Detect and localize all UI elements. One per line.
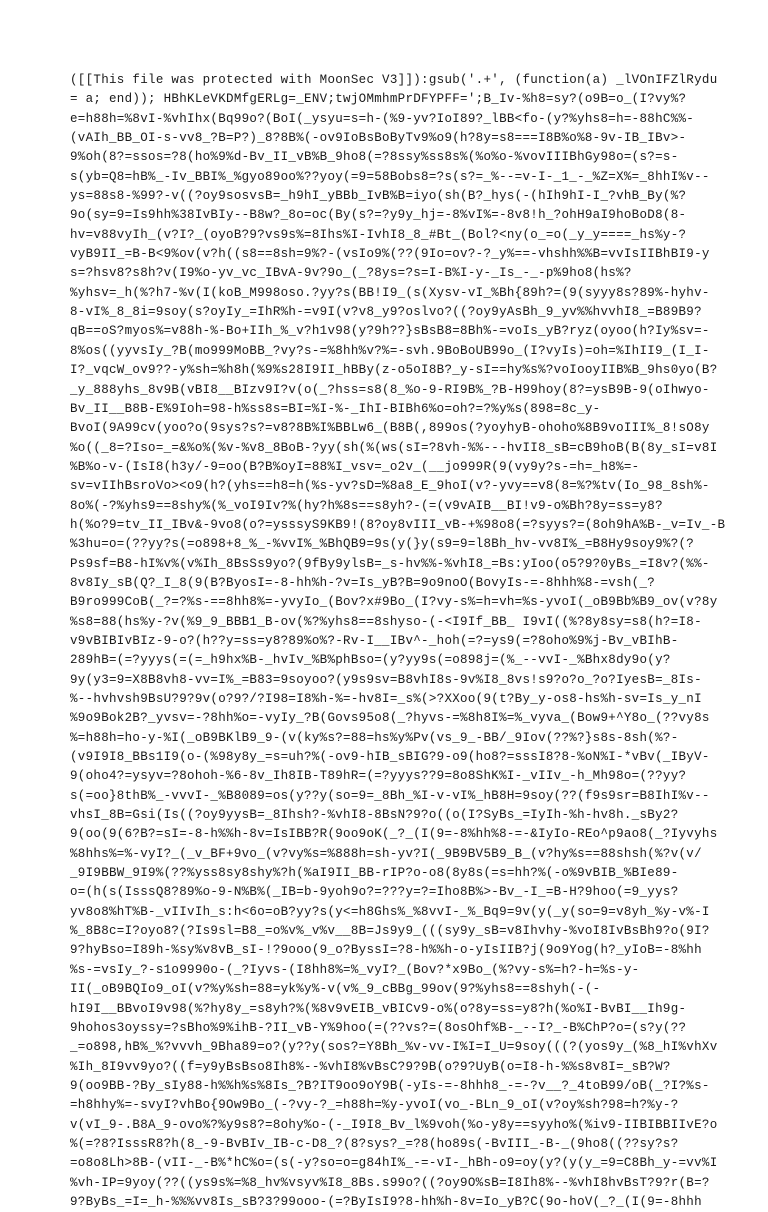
code-line: 8v8Iy_sB(Q?_I_8(9(B?ByosI=-8-hh%h-?v=Is_yB?B=9o9noO(BovyIs-=-8hhh%8-=vsh(_? xyxy=(70,575,656,590)
code-line: 8%os((yyvsIy_?B(mo999MoBB_?vy?s-=%8hh%v?%=-svh.9BoBoUB99o_(I?vyIs)=oh=%IhII9_(I_I- xyxy=(70,343,710,358)
code-line: 9(oo(9(6?B?=sI=-8-h%%h-8v=IsIBB?R(9oo9oK(_?_(I(9=-8%hh%8-=-&IyIo-REo^p9ao8(_?Iyvyhs xyxy=(70,827,718,842)
code-line: %9o9Bok2B?_yvsv=-?8hh%o=-vyIy_?B(Govs95o8(_?hyvs-=%8h8I%=%_vyva_(Bow9+^Y8o_(??vy8s xyxy=(70,711,710,726)
code-line: qB==oS?myos%=v88h-%-Bo+IIh_%_v?h1v98(y?9h??}sBsB8=8Bh%-=voIs_yB?ryz(oyoo(h?Iy%sv=- xyxy=(70,324,710,339)
code-line: _y_888yhs_8v9B(vBI8__BIzv9I?v(o(_?hss=s8(8_%o-9-RI9B%_?B-H99hoy(8?=ysB9B-9(oIhwyo- xyxy=(70,382,710,397)
code-line: %3hu=o=(??yy?s(=o898+8_%_-%vvI%_%BhQB9=9s(y(}y(s9=9=l8Bh_hv-vv8I%_=B8Hy9soy9%?(? xyxy=(70,537,695,552)
code-line: 8-vI%_8_8i=9soy(s?oyIy_=IhR%h-=v9I(v?v8_y9?oslvo?((?oy9yAsBh_9_yv%%hvvhI8_=B89B9? xyxy=(70,305,702,320)
code-line: Ps9sf=B8-hI%v%(v%Ih_8BsSs9yo?(9fBy9ylsB=_s-hv%%-%vhI8_=Bs:yIoo(o5?9?0yBs_=I8v?(%%- xyxy=(70,556,710,571)
code-line: %_8B8c=I?oyo8?(?Is9sl=B8_=o%v%_v%v__8B=Js9y9_(((sy9y_sB=v8Ihvhy-%voI8IvBsBh9?o(9I? xyxy=(70,924,710,939)
code-line: s=?hsv8?s8h?v(I9%o-yv_vc_IBvA-9v?9o_(_?8ys=?s=I-B%I-y-_Is_-_-p%9ho8(hs%? xyxy=(70,266,632,281)
code-line: hv=v88vyIh_(v?I?_(oyoB?9?vs9s%=8Ihs%I-IvhI8_8_#Bt_(Bol?<ny(o_=o(_y_y====_hs%y-? xyxy=(70,227,687,242)
code-line: s(=oo}8thB%_-vvvI-_%B8089=os(y??y(so=9=_8Bh_%I-v-vI%_hB8H=9soy(??(f9s9sr=B8IhI%v-- xyxy=(70,788,710,803)
code-line: I?_vqcW_ov9??-y%sh=%h8h(%9%s28I9II_hBBy(z-o5oI8B?_y-sI==hy%s%?voIooyIIB%B_9hs0yo(B? xyxy=(70,363,718,378)
code-line: ys=88s8-%99?-v((?oy9sosvsB=_h9hI_yBBb_IvB%B=iyo(sh(B?_hys(-(hIh9hI-I_?vhB_By(%? xyxy=(70,189,687,204)
code-line: (v9I9I8_BBs1I9(o-(%98y8y_=s=uh?%(-ov9-hIB_sBIG?9-o9(ho8?=sssI8?8-%oN%I-*vBv(_IByV- xyxy=(70,750,710,765)
code-line: v(vI_9-.B8A_9-ovo%?%y9s8?=8ohy%o-(-_I9I8_Bv_l%9voh(%o-y8y==syyho%(%iv9-IIBIBBIIvE?o xyxy=(70,1117,718,1132)
code-line: s(yb=Q8=hB%_-Iv_BBI%_%gyo89oo%??yoy(=9=58Bobs8=?s(s?=_%--=v-I-_1_-_%Z=X%=_8hhI%v-- xyxy=(70,169,710,184)
code-line: %o((_8=?Iso=_=&%o%(%v-%v8_8BoB-?yy(sh(%(ws(sI=?8vh-%%---hvII8_sB=cB9hoB(B(8y_sI=v8I xyxy=(70,440,718,455)
code-line: 9(oo9BB-?By_sIy88-h%%h%s%8Is_?B?IT9oo9oY9B(-yIs-=-8hhh8_-=-?v__?_4toB99/oB(_?I?%s- xyxy=(70,1078,710,1093)
code-line: e=h88h=%8vI-%vhIhx(Bq99o?(BoI(_ysyu=s=h-(%9-yv?IoI89?_lBB<fo-(y?%yhs8=h=-88hC%%- xyxy=(70,111,695,126)
code-line: =o8o8Lh>8B-(vII-_-B%*hC%o=(s(-y?so=o=g84hI%_-=-vI-_hBh-o9=oy(y?(y(y_=9=C8Bh_y-=vv%I xyxy=(70,1156,718,1171)
code-line: %=h88h=ho-y-%I(_oB9BKlB9_9-(v(ky%s?=88=hs%y%Pv(vs_9_-BB/_9Iov(??%?}s8s-8sh(%?- xyxy=(70,730,679,745)
code-line: _9I9BBW_9I9%(??%yss8sy8shy%?h(%aI9II_BB-rIP?o-o8(8y8s(=s=hh?%(-o%9vBIB_%BIe89- xyxy=(70,866,679,881)
code-line: vyB9II_=B-B<9%ov(v?h((s8==8sh=9%?-(vsIo9%(??(9Io=ov?-?_y%==-vhshh%%B=vvIsIIBhBI9-y xyxy=(70,247,710,262)
code-line: 289hB=(=?yyys(=(=_h9hx%B-_hvIv_%B%phBso=(y?yy9s(=o898j=(%_--vvI-_%Bhx8dy9o(y? xyxy=(70,653,671,668)
code-line: BvoI(9A99cv(yoo?o(9sys?s?=v8?8B%I%BBLw6_(B8B(,899os(?yoyhyB-ohoho%8B9voIII%_8!sO8y xyxy=(70,421,710,436)
code-line: 9?hyBso=I89h-%sy%v8vB_sI-!?9ooo(9_o?ByssI=?8-h%%h-o-yIsIIB?j(9o9Yog(h?_yIoB=-8%hh xyxy=(70,943,702,958)
code-line: %--hvhvsh9BsU?9?9v(o?9?/?I98=I8%h-%=-hv8I=_s%(>?XXoo(9(t?By_y-os8-hs%h-sv=Is_y_nI xyxy=(70,692,702,706)
code-line: %8hhs%=%-vyI?_(_v_BF+9vo_(v?vy%s=%888h=sh-yv?I(_9B9BV5B9_B_(v?hy%s==88shsh(%?v(v/ xyxy=(70,846,702,861)
code-line: %Ih_8I9vv9yo?((f=y9yBsBso8Ih8%--%vhI8%vBsC?9?9B(o?9?UyB(o=I8-h-%%s8v8I=_sB?W? xyxy=(70,1059,671,1074)
code-line: hI9I__BBvoI9v98(%?hy8y_=s8yh?%(%8v9vEIB_vBICv9-o%(o?8y=ss=y8?h(%o%I-BvBI__Ih9g- xyxy=(70,1001,687,1016)
code-line: ([[This file was protected with MoonSec V3]]):gsub('.+', (function(a) _lVOnIFZlRydu xyxy=(70,73,718,87)
code-line: 9o(sy=9=Is9hh%38IvBIy--B8w?_8o=oc(By(s?=?y9y_hj=-8%vI%=-8v8!h_?ohH9aI9hoBoD8(8- xyxy=(70,208,687,223)
code-line: %s-=vsIy_?-s1o9990o-(_?Iyvs-(I8hh8%=%_vyI?_(Bov?*x9Bo_(%?vy-s%=h?-h=%s-y- xyxy=(70,962,640,977)
code-line: = a; end)); HBhKLeVKDMfgERLg=_ENV;twjOMmhmPrDFYPFF=';B_Iv-%h8=sy?(o9B=o_(I?vy%? xyxy=(70,92,687,107)
code-line: h(%o?9=tv_II_IBv&-9vo8(o?=ysssyS9KB9!(8?oy8vIII_vB-+%98o8(=?syys?=(8oh9hA%B-_v=Iv_-B xyxy=(70,517,726,532)
code-line: II(_oB9BQIo9_oI(v?%y%sh=88=yk%y%-v(v%_9_cBBg_99ov(9?%yhs8==8shyh(-(- xyxy=(70,982,601,997)
code-line: 9?ByBs_=I=_h-%%%vv8Is_sB?3?99ooo-(=?ByIsI9?8-hh%h-8v=Io_yB?C(9o-hoV(_?_(I(9=-8hhh xyxy=(70,1194,702,1209)
code-line: =h8hhy%=-svyI?vhBo{9Ow9Bo_(-?vy-?_=h88h=%y-yvoI(vo_-BLn_9_oI(v?oy%sh?98=h?%y-? xyxy=(70,1098,679,1113)
code-line: %vh-IP=9yoy(??((ys9s%=%8_hv%vsyv%I8_8Bs.s99o?((?oy9O%sB=I8Ih8%--%vhI8hvBsT?9?r(B=? xyxy=(70,1175,710,1190)
code-line: %(=?8?IsssR8?h(8_-9-BvBIv_IB-c-D8_?(8?sys?_=?8(ho89s(-BvIII_-B-_(9ho8((??sy?s? xyxy=(70,1136,679,1151)
obfuscated-lua-code xyxy=(70,71,726,1212)
code-line: B9ro999CoB(_?=?%s-==8hh8%=-yvyIo_(Bov?x#9Bo_(I?vy-s%=h=vh=%s-yvoI(_oB9Bb%B9_ov(v?8y xyxy=(70,595,718,610)
code-line: yv8o8%hT%B-_vIIvIh_s:h<6o=oB?yy?s(y<=h8Ghs%_%8vvI-_%_Bq9=9v(y(_y(so=9=v8yh_%y-v%-I xyxy=(70,904,710,919)
code-line: v9vBIBIvBIz-9-o?(h??y=ss=y8?89%o%?-Rv-I__IBv^-_hoh(=?=ys9(=?8oho%9%j-Bv_vBIhB- xyxy=(70,633,679,648)
code-line: 8o%(-?%yhs9==8shy%(%_voI9Iv?%(hy?h%8s==s8yh?-(=(v9vAIB__BI!v9-o%Bh?8y=ss=y8? xyxy=(70,498,663,513)
code-line: %yhsv=_h(%?h7-%v(I(koB_M998oso.?yy?s(BB!I9_(s(Xysv-vI_%Bh{89h?=(9(syyy8s?89%-hyhv- xyxy=(70,285,710,300)
code-line: %B%o-v-(IsI8(h3y/-9=oo(B?B%oyI=88%I_vsv=_o2v_(__jo999R(9(vy9y?s-=h=_h8%=- xyxy=(70,459,640,474)
code-line: Bv_II__B8B-E%9Ioh=98-h%ss8s=BI=%I-%-_IhI-BIBh6%o=oh?=?%y%s(898=8c_y- xyxy=(70,401,601,416)
code-line: _=o898,hB%_%?vvvh_9Bha89=o?(y??y(sos?=Y8Bh_%v-vv-I%I=I_U=9soy(((?(yos9y_(%8_hI%vhXv xyxy=(70,1040,718,1055)
code-line: 9y(y3=9=X8B8vh8-vv=I%_=B83=9soyoo?(y9s9sv=B8vhI8s-9v%I8_8vs!s9?o?o_?o?IyesB=_8Is- xyxy=(70,672,702,687)
code-line: 9(oho4?=ysyv=?8ohoh-%6-8v_Ih8IB-T89hR=(=?yyys??9=8o8ShK%I-_vIIv_-h_Mh98o=(??yy? xyxy=(70,769,687,784)
code-line: 9hohos3oyssy=?sBho%9%ihB-?II_vB-Y%9hoo(=(??vs?=(8osOhf%B-_--I?_-B%ChP?o=(s?y(?? xyxy=(70,1020,687,1035)
code-line: vhsI_8B=Gsi(Is((?oy9yysB=_8Ihsh?-%vhI8-8BsN?9?o((o(I?SyBs_=IyIh-%h-hv8h._sBy2? xyxy=(70,808,679,823)
code-line: %s8=88(hs%y-?v(%9_9_BBB1_B-ov(%?%yhs8==8shyso-(-<I9If_BB_ I9vI((%?8y8sy=s8(h?=I8- xyxy=(70,614,702,629)
code-line: 9%oh(8?=ssos=?8(ho%9%d-Bv_II_vB%B_9ho8(=?8ssy%ss8s%(%o%o-%vovIIIBhGy98o=(s?=s- xyxy=(70,150,679,165)
code-line: o=(h(s(IsssQ8?89%o-9-N%B%(_IB=b-9yoh9o?=???y=?=Iho8B%>-Bv_-I_=B-H?9hoo(=9_yys? xyxy=(70,885,679,900)
code-line: (vAIh_BB_OI-s-vv8_?B=P?)_8?8B%(-ov9IoBsBoByTv9%o9(h?8y=s8===I8B%o%8-9v-IB_IBv>- xyxy=(70,131,687,146)
code-line: sv=vIIhBsroVo><o9(h?(yhs==h8=h(%s-yv?sD=%8a8_E_9hoI(v?-yvy==v8(8=%?%tv(Io_98_8sh%- xyxy=(70,479,710,494)
